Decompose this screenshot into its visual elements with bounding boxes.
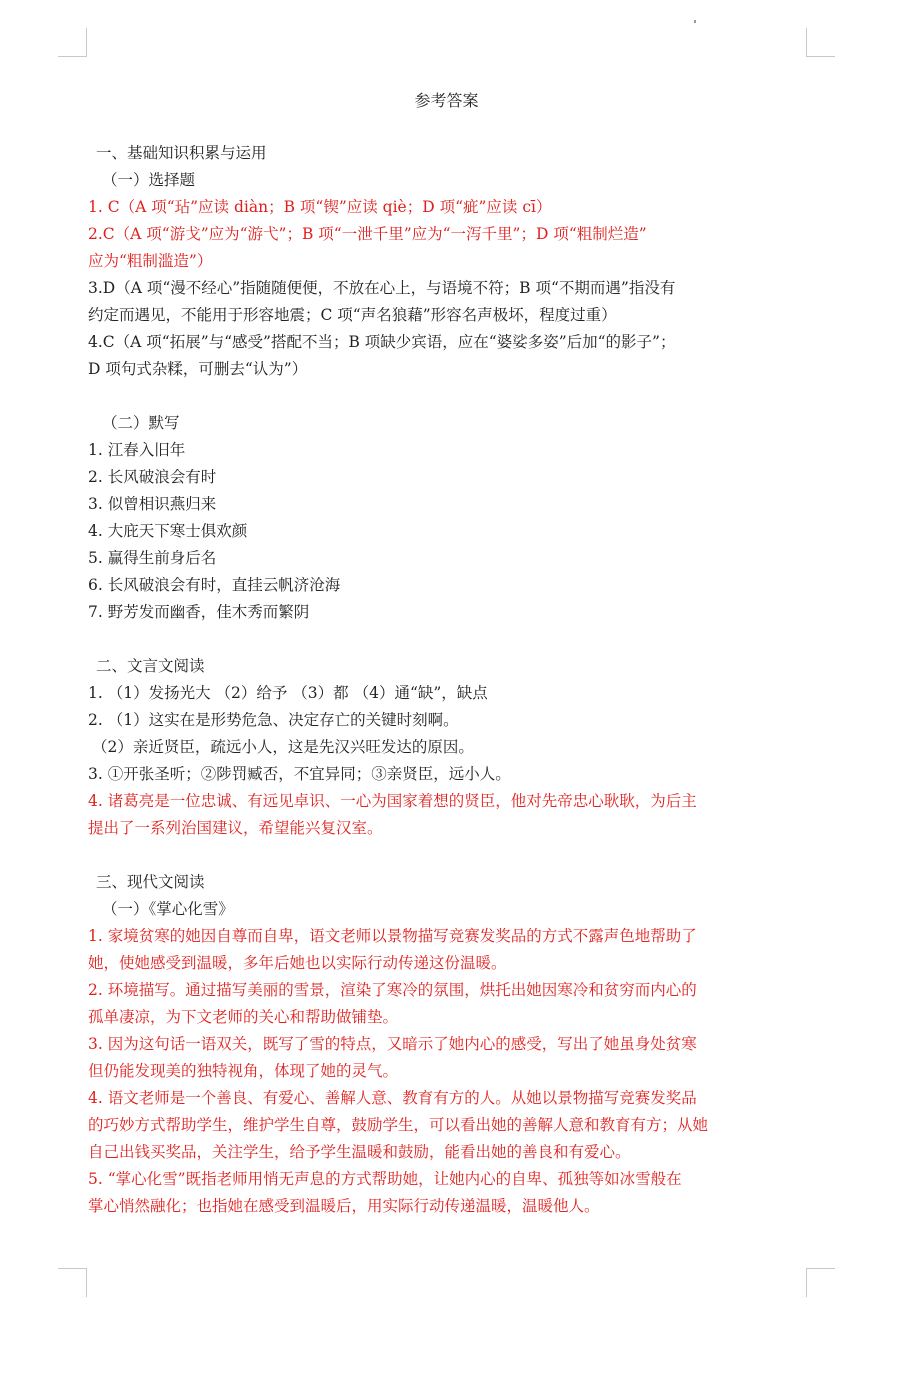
answer-line: 1. 江春入旧年	[88, 441, 186, 459]
answer-line: 孤单凄凉，为下文老师的关心和帮助做铺垫。	[88, 1008, 399, 1026]
answer-line: 2.C（A 项“游戈”应为“游弋”；B 项“一泄千里”应为“一泻千里”；D 项“粗制烂造”	[88, 225, 647, 243]
answer-line: 提出了一系列治国建议，希望能兴复汉室。	[88, 819, 383, 837]
crop-mark-bottom-right	[806, 1268, 835, 1297]
answer-line: 但仍能发现美的独特视角，体现了她的灵气。	[88, 1062, 399, 1080]
answer-line: 的巧妙方式帮助学生，维护学生自尊，鼓励学生，可以看出她的善解人意和教育有方；从她	[88, 1116, 709, 1134]
answer-line: 5. 赢得生前身后名	[88, 549, 217, 567]
answer-line: 2. 环境描写。通过描写美丽的雪景，渲染了寒冷的氛围，烘托出她因寒冷和贫穷而内心的	[88, 981, 697, 999]
subsection-heading: （二）默写	[102, 414, 180, 432]
subsection-heading: （一）《掌心化雪》	[102, 900, 234, 918]
answer-line: 2. 长风破浪会有时	[88, 468, 217, 486]
answer-line: 1. 家境贫寒的她因自尊而自卑，语文老师以景物描写竞赛发奖品的方式不露声色地帮助了	[88, 927, 697, 945]
answer-line: 3. 因为这句话一语双关，既写了雪的特点，又暗示了她内心的感受，写出了她虽身处贫寒	[88, 1035, 697, 1053]
answer-line: D 项句式杂糅，可删去“认为”）	[88, 360, 308, 378]
answer-line: 1. C（A 项“玷”应读 diàn；B 项“锲”应读 qiè；D 项“疵”应读 cī）	[88, 198, 552, 216]
crop-mark-top-right	[806, 28, 835, 57]
answer-line: 她，使她感受到温暖，多年后她也以实际行动传递这份温暖。	[88, 954, 507, 972]
spacer	[88, 842, 818, 869]
crop-mark-bottom-left	[58, 1268, 87, 1297]
answer-line: 7. 野芳发而幽香，佳木秀而繁阴	[88, 603, 310, 621]
answer-content	[88, 140, 818, 1220]
page-title: 参考答案	[414, 91, 479, 110]
answer-line: 3. 似曾相识燕归来	[88, 495, 217, 513]
answer-line: 2. （1）这实在是形势危急、决定存亡的关键时刻啊。	[88, 711, 459, 729]
answer-line: 应为“粗制滥造”）	[88, 252, 213, 270]
answer-line: 4. 语文老师是一个善良、有爱心、善解人意、教育有方的人。从她以景物描写竞赛发奖品	[88, 1089, 697, 1107]
answer-line: 4. 诸葛亮是一位忠诚、有远见卓识、一心为国家着想的贤臣，他对先帝忠心耿耿，为后主	[88, 792, 697, 810]
answer-line: 约定而遇见，不能用于形容地震；C 项“声名狼藉”形容名声极坏，程度过重）	[88, 306, 617, 324]
section-heading: 三、现代文阅读	[96, 873, 205, 891]
answer-line: 掌心悄然融化；也指她在感受到温暖后，用实际行动传递温暖，温暖他人。	[88, 1197, 600, 1215]
answer-line: 自己出钱买奖品，关注学生，给予学生温暖和鼓励，能看出她的善良和有爱心。	[88, 1143, 631, 1161]
answer-line: 5. “掌心化雪”既指老师用悄无声息的方式帮助她，让她内心的自卑、孤独等如冰雪般在	[88, 1170, 682, 1188]
answer-line: 6. 长风破浪会有时，直挂云帆济沧海	[88, 576, 341, 594]
answer-line: 3. ①开张圣听；②陟罚臧否，不宜异同；③亲贤臣，远小人。	[88, 765, 511, 783]
page-dot	[694, 20, 696, 23]
answer-line: 4. 大庇天下寒士俱欢颜	[88, 522, 248, 540]
answer-line: （2）亲近贤臣，疏远小人，这是先汉兴旺发达的原因。	[92, 738, 474, 756]
crop-mark-top-left	[58, 28, 87, 57]
section-heading: 二、文言文阅读	[96, 657, 205, 675]
answer-line: 4.C（A 项“拓展”与“感受”搭配不当；B 项缺少宾语，应在“婆娑多姿”后加“的影子”；	[88, 333, 676, 351]
spacer	[88, 383, 818, 410]
section-heading: 一、基础知识积累与运用	[96, 144, 267, 162]
answer-line: 1. （1）发扬光大 （2）给予 （3）都 （4）通“缺”，缺点	[88, 684, 488, 702]
subsection-heading: （一）选择题	[102, 171, 196, 189]
spacer	[88, 626, 818, 653]
answer-line: 3.D（A 项“漫不经心”指随随便便，不放在心上，与语境不符；B 项“不期而遇”指没有	[88, 279, 676, 297]
